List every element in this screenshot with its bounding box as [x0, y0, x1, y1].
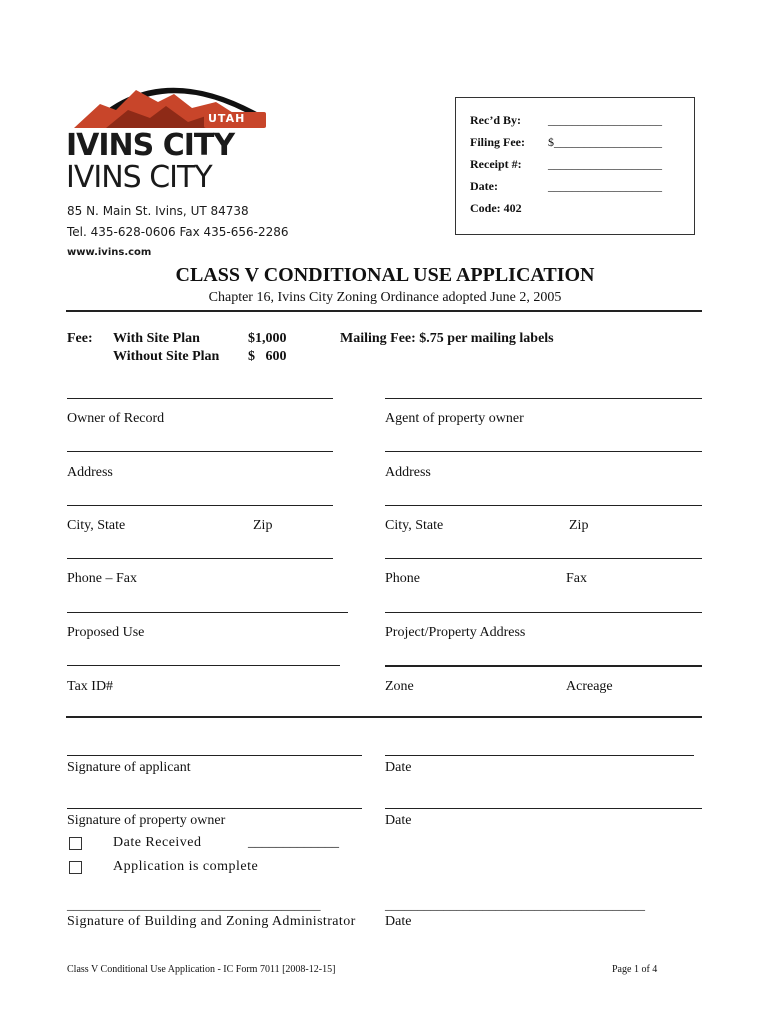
owner-date-label: Date: [385, 813, 412, 828]
owner-signature-line[interactable]: [67, 808, 362, 809]
date-received-blank[interactable]: _____________: [248, 835, 339, 850]
applicant-date-line[interactable]: [385, 755, 694, 756]
project-address-line[interactable]: [385, 612, 702, 613]
logo-phone: Tel. 435-628-0606 Fax 435-656-2286: [67, 225, 289, 239]
logo-website: www.ivins.com: [67, 247, 152, 258]
applicant-signature-label: Signature of applicant: [67, 760, 191, 775]
receipt-label: Receipt #:: [470, 157, 522, 171]
fax-right-label: Fax: [566, 571, 587, 586]
office-use-box: [455, 97, 695, 235]
city-state-left-line[interactable]: [67, 505, 333, 506]
administrator-date-line[interactable]: ________________________________________: [385, 897, 645, 912]
acreage-label: Acreage: [566, 679, 613, 694]
utah-badge: UTAH: [208, 112, 246, 125]
recd-by-value: ___________________: [548, 113, 662, 127]
project-address-label: Project/Property Address: [385, 625, 526, 640]
mountain-logo-icon: [66, 66, 276, 136]
date-label: Date:: [470, 179, 498, 193]
address-left-label: Address: [67, 465, 113, 480]
owner-of-record-label: Owner of Record: [67, 411, 165, 426]
administrator-signature-label: Signature of Building and Zoning Administrator: [67, 914, 356, 929]
page-subtitle: Chapter 16, Ivins City Zoning Ordinance adopted June 2, 2005: [208, 290, 562, 305]
with-site-plan-label: With Site Plan: [113, 331, 200, 346]
address-right-label: Address: [385, 465, 431, 480]
tax-id-line[interactable]: [67, 665, 340, 666]
filing-fee-label: Filing Fee:: [470, 135, 525, 149]
city-state-right-line[interactable]: [385, 505, 702, 506]
city-state-right-label: City, State: [385, 518, 444, 533]
logo-name-line1: IVINS CITY: [66, 128, 235, 163]
owner-date-line[interactable]: [385, 808, 702, 809]
address-left-line[interactable]: [67, 451, 333, 452]
address-right-line[interactable]: [385, 451, 702, 452]
applicant-signature-line[interactable]: [67, 755, 362, 756]
with-site-plan-amount: $1,000: [248, 331, 287, 346]
zone-acreage-line[interactable]: [385, 665, 702, 667]
footer-page-number: Page 1 of 4: [612, 964, 658, 975]
agent-line[interactable]: [385, 398, 702, 399]
phone-right-label: Phone: [385, 571, 420, 586]
logo-name-line2: IVINS CITY: [66, 160, 212, 195]
date-value: ___________________: [548, 179, 662, 193]
owner-of-record-line[interactable]: [67, 398, 333, 399]
owner-signature-label: Signature of property owner: [67, 813, 226, 828]
without-site-plan-amount: $ 600: [248, 349, 287, 364]
zip-left-label: Zip: [253, 518, 273, 533]
date-received-checkbox[interactable]: [69, 837, 82, 850]
mailing-fee: Mailing Fee: $.75 per mailing labels: [340, 331, 554, 346]
logo-address: 85 N. Main St. Ivins, UT 84738: [67, 204, 249, 218]
recd-by-label: Rec’d By:: [470, 113, 521, 127]
administrator-date-label: Date: [385, 914, 412, 929]
section-divider: [66, 716, 702, 718]
administrator-signature-line[interactable]: _______________________________________: [67, 897, 321, 912]
city-state-left-label: City, State: [67, 518, 126, 533]
proposed-use-line[interactable]: [67, 612, 348, 613]
phone-right-line[interactable]: [385, 558, 702, 559]
proposed-use-label: Proposed Use: [67, 625, 145, 640]
page-title: CLASS V CONDITIONAL USE APPLICATION: [175, 264, 595, 286]
fee-label: Fee:: [67, 331, 93, 346]
applicant-date-label: Date: [385, 760, 412, 775]
application-complete-checkbox[interactable]: [69, 861, 82, 874]
without-site-plan-label: Without Site Plan: [113, 349, 220, 364]
agent-label: Agent of property owner: [385, 411, 524, 426]
footer-form-id: Class V Conditional Use Application - IC Form 7011 [2008-12-15]: [67, 964, 336, 975]
phone-fax-left-label: Phone – Fax: [67, 571, 137, 586]
application-complete-label: Application is complete: [113, 859, 259, 874]
zip-right-label: Zip: [569, 518, 589, 533]
tax-id-label: Tax ID#: [67, 679, 114, 694]
phone-fax-left-line[interactable]: [67, 558, 333, 559]
date-received-label: Date Received: [113, 835, 202, 850]
code-label: Code: 402: [470, 201, 522, 215]
receipt-value: ___________________: [548, 157, 662, 171]
title-divider: [66, 310, 702, 312]
zone-label: Zone: [385, 679, 414, 694]
filing-fee-value: $__________________: [548, 135, 662, 149]
